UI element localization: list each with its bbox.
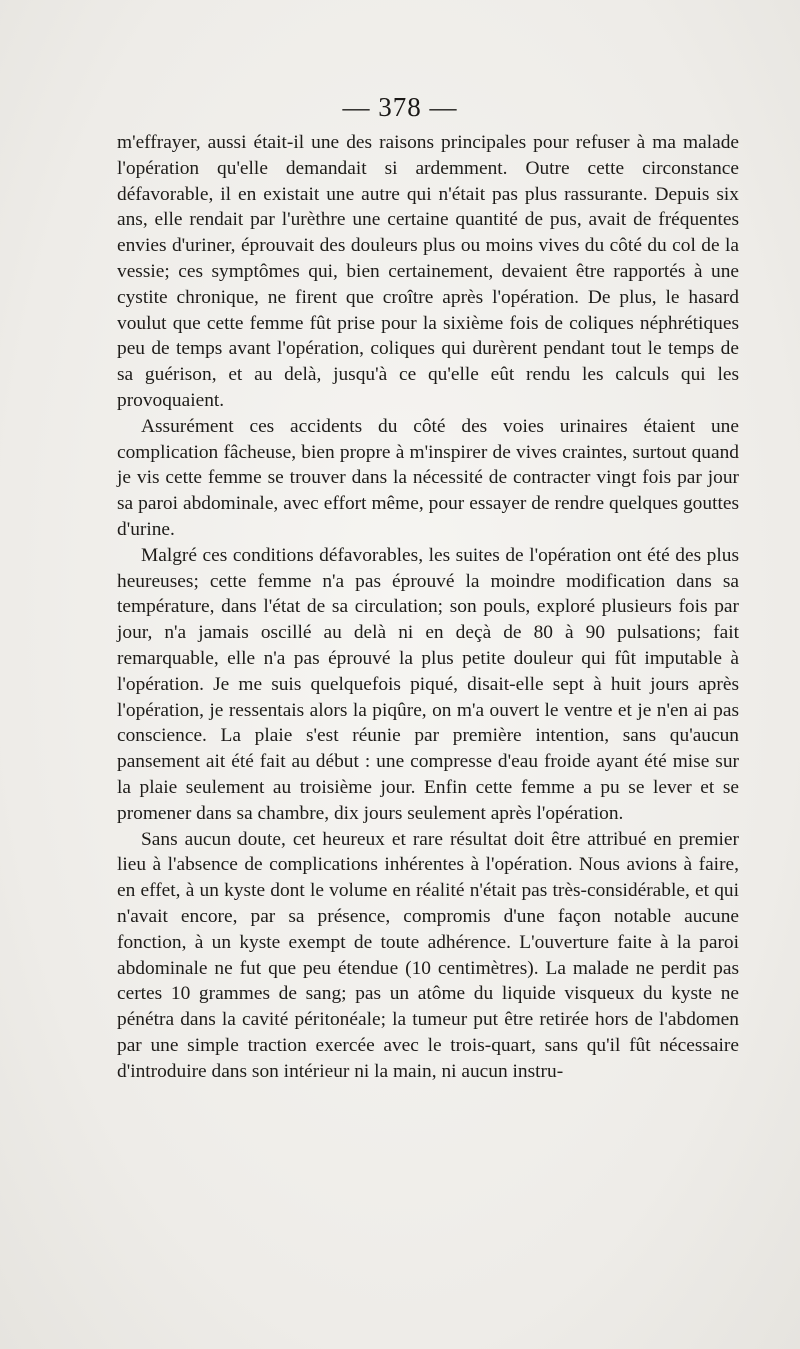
paragraph: Sans aucun doute, cet heureux et rare résultat doit être attribué en premier lieu à l'absence de complications inhérentes à l'opération. Nous avions à faire, en effet, à un kyste dont le volume en réalité n'était pas très-considérable, et qui n'avait encore, par sa présence, compromis d'une façon notable aucune fonction, à un kyste exempt de toute adhérence. L'ouverture faite à la paroi abdominale ne fut que peu étendue (10 centimètres). La malade ne perdit pas certes 10 grammes de sang; pas un atôme du liquide visqueux du kyste ne pénétra dans la cavité péritonéale; la tumeur put être retirée hors de l'abdomen par une simple traction exercée avec le trois-quart, sans qu'il fût nécessaire d'introduire dans son intérieur ni la main, ni aucun instru-: [117, 828, 739, 1082]
paragraph: m'effrayer, aussi était-il une des raisons principales pour refuser à ma malade l'opération qu'elle demandait si ardemment. Outre cette circonstance défavorable, il en existait une autre qui n'était pas plus rassurante. Depuis six ans, elle rendait par l'urèthre une certaine quantité de pus, avait de fréquentes envies d'uriner, éprouvait des douleurs plus ou moins vives du côté du col de la vessie; ces symptômes qui, bien certainement, devaient être rapportés à une cystite chronique, ne firent que croître après l'opération. De plus, le hasard voulut que cette femme fût prise pour la sixième fois de coliques néphrétiques peu de temps avant l'opération, coliques qui durèrent pendant tout le temps de sa guérison, et au delà, jusqu'à ce qu'elle eût rendu les calculs qui les provoquaient.: [117, 132, 739, 411]
paragraph: Malgré ces conditions défavorables, les suites de l'opération ont été des plus heureuses; cette femme n'a pas éprouvé la moindre modification dans sa température, dans l'état de sa circulation; son pouls, exploré plusieurs fois par jour, n'a jamais oscillé au delà ni en deçà de 80 à 90 pulsations; fait remarquable, elle n'a pas éprouvé la plus petite douleur qui fût imputable à l'opération. Je me suis quelquefois piqué, disait-elle sept à huit jours après l'opération, je ressentais alors la piqûre, on m'a ouvert le ventre et je n'en ai pas conscience. La plaie s'est réunie par première intention, sans qu'aucun pansement ait été fait au début : une compresse d'eau froide ayant été mise sur la plaie seulement au troisième jour. Enfin cette femme a pu se lever et se promener dans sa chambre, dix jours seulement après l'opération.: [117, 544, 739, 824]
body-text: [117, 130, 739, 1084]
paragraph: Assurément ces accidents du côté des voies urinaires étaient une complication fâcheuse, bien propre à m'inspirer de vives craintes, surtout quand je vis cette femme se trouver dans la nécessité de contracter vingt fois par jour sa paroi abdominale, avec effort même, pour essayer de rendre quelques gouttes d'urine.: [117, 415, 739, 540]
page-number: — 378 —: [342, 92, 458, 122]
